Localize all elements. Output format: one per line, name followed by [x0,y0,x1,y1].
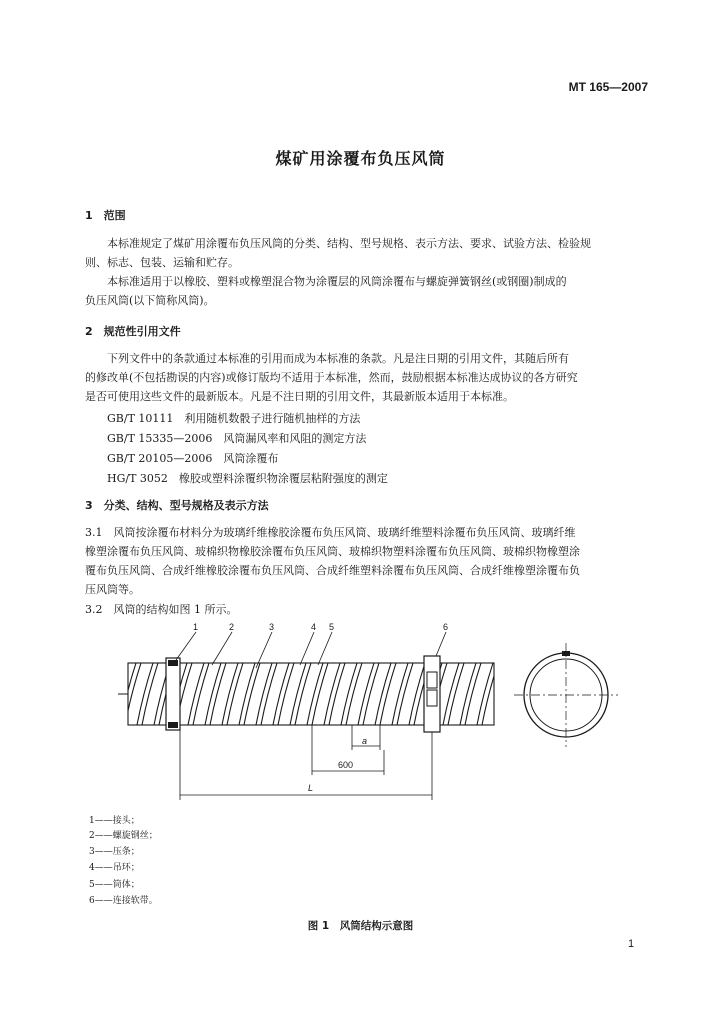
callout-1: 1 [193,622,199,632]
legend-item-4: 4——吊环； [89,863,140,873]
section-2-para-line-2: 的修改单(不包括勘误的内容)或修订版均不适用于本标准，然而，鼓励根据本标准达成协议的各方研究 [85,371,578,384]
page-number: 1 [628,938,635,950]
spring-wire-turn [392,663,408,725]
section-1-para-2-line-1: 本标准适用于以橡胶、塑料或橡塑混合物为涂覆层的风筒涂覆布与螺旋弹簧钢丝(或钢圈)制成的 [107,275,567,288]
dimension-600-label: 600 [338,760,354,770]
dimension-a-label: a [362,736,368,746]
spring-wire-turn [307,663,323,725]
callout-3: 3 [269,622,275,632]
spring-wire-turn [460,663,476,725]
section-1-para-2-line-2: 负压风筒(以下简称风筒)。 [85,294,215,307]
joint [166,658,180,730]
section-1-para-1-line-2: 则、标志、包装、运输和贮存。 [85,256,239,269]
spring-wire-turn [477,663,493,725]
spring-wire-turn [409,663,425,725]
callout-6: 6 [443,622,449,632]
callout-4: 4 [311,622,317,632]
legend-item-5: 5——筒体； [89,880,140,890]
spring-wire-turn [290,663,306,725]
section-1-heading: 1 范围 [85,209,126,222]
figure-caption: 图 1 风筒结构示意图 [307,920,414,932]
spring-wire-turn [239,663,255,725]
legend-item-1: 1——接头； [89,816,140,826]
section-2-para-line-3: 是否可使用这些文件的最新版本。凡是不注日期的引用文件，其最新版本适用于本标准。 [85,390,514,403]
reference-hgt-3052: HG/T 3052 橡胶或塑料涂覆织物涂覆层粘附强度的测定 [107,472,388,485]
reference-gbt-15335: GB/T 15335—2006 风筒漏风率和风阻的测定方法 [107,432,367,445]
clause-3-1-line-2: 橡塑涂覆布负压风筒、玻棉织物橡胶涂覆布负压风筒、玻棉织物塑料涂覆布负压风筒、玻棉织物橡塑涂 [85,545,580,558]
spring-wire-turn [375,663,391,725]
spring-wire-turn [443,663,459,725]
spring-wire-turn [222,663,238,725]
spring-wire-turn [137,663,153,725]
clause-3-2: 3.2 风筒的结构如图 1 所示。 [85,603,238,616]
spring-wire-turn [499,663,515,725]
clause-3-1-line-4: 压风筒等。 [85,583,140,596]
spring-wire-turn [324,663,340,725]
joint-ring-bottom [168,722,178,728]
reference-gbt-10111: GB/T 10111 利用随机数骰子进行随机抽样的方法 [107,412,361,425]
legend-item-3: 3——压条； [89,847,140,857]
callout-5: 5 [329,622,335,632]
reference-gbt-20105: GB/T 20105—2006 风筒涂覆布 [107,452,279,465]
spring-wire-turn [358,663,374,725]
clause-3-1-line-3: 覆布负压风筒、合成纤维橡胶涂覆布负压风筒、合成纤维塑料涂覆布负压风筒、合成纤维橡塑涂覆布负 [85,564,580,577]
dimension-L [180,730,432,800]
clause-3-1-line-1: 3.1 风筒按涂覆布材料分为玻璃纤维橡胶涂覆布负压风筒、玻璃纤维塑料涂覆布负压风筒、玻璃纤维 [85,526,576,539]
spring-wire-turn [273,663,289,725]
section-1-para-1-line-1: 本标准规定了煤矿用涂覆布负压风筒的分类、结构、型号规格、表示方法、要求、试验方法、检验规 [107,237,591,250]
standard-number: MT 165—2007 [568,80,648,94]
connecting-belt [424,656,440,732]
spring-wire-turn [494,663,510,725]
spring-wire-turn [256,663,272,725]
spring-wire-turn [341,663,357,725]
section-2-heading: 2 规范性引用文件 [85,325,181,338]
section-3-heading: 3 分类、结构、型号规格及表示方法 [85,499,269,512]
callout-2: 2 [229,622,235,632]
joint-ring-top [168,660,178,666]
section-2-para-line-1: 下列文件中的条款通过本标准的引用而成为本标准的条款。凡是注日期的引用文件，其随后所有 [107,352,569,365]
duct-cross-section [514,643,618,747]
spring-wire-turn [188,663,204,725]
legend-item-6: 6——连接软带。 [89,896,158,906]
document-title: 煤矿用涂覆布负压风筒 [275,149,446,168]
legend-item-2: 2——螺旋钢丝； [89,831,158,841]
spring-wire-turn [205,663,221,725]
dimension-L-label: L [308,783,314,793]
